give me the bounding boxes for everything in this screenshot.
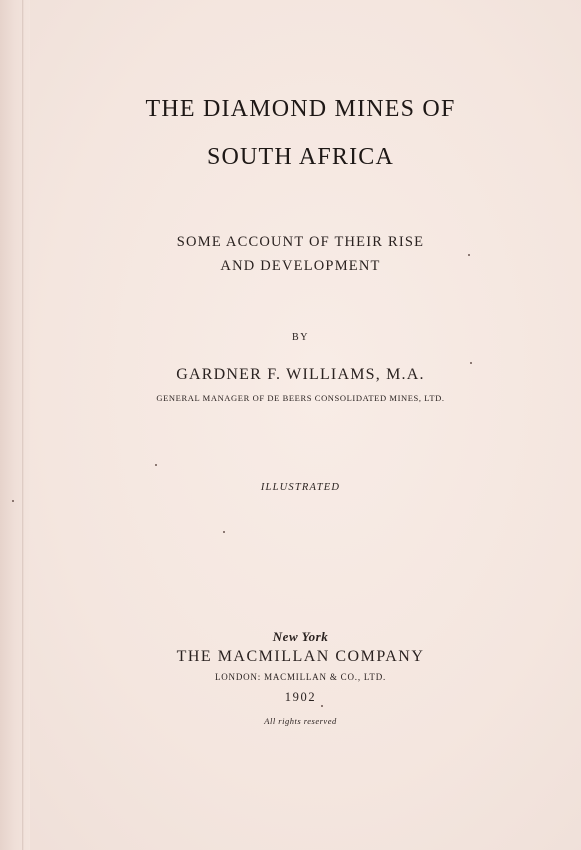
- publication-year: 1902: [284, 690, 317, 704]
- title-line-2: SOUTH AFRICA: [206, 144, 395, 170]
- publication-place: New York: [272, 629, 329, 644]
- by-label: BY: [292, 332, 309, 343]
- title-line-1: THE DIAMOND MINES OF: [145, 96, 456, 122]
- publisher-name: THE MACMILLAN COMPANY: [176, 648, 425, 665]
- paper-speck: [223, 531, 225, 533]
- author-role: GENERAL MANAGER OF DE BEERS CONSOLIDATED MINES, LTD.: [156, 393, 445, 403]
- paper-speck: [321, 705, 323, 707]
- paper-speck: [155, 464, 157, 466]
- paper-speck: [12, 500, 14, 502]
- rights-notice: All rights reserved: [264, 716, 337, 726]
- subtitle-line-1: SOME ACCOUNT OF THEIR RISE: [176, 234, 425, 250]
- author-name: GARDNER F. WILLIAMS, M.A.: [176, 366, 425, 383]
- publisher-london: LONDON: MACMILLAN & CO., LTD.: [214, 672, 387, 682]
- subtitle-line-2: AND DEVELOPMENT: [220, 258, 381, 274]
- illustrated-label: ILLUSTRATED: [260, 482, 341, 493]
- paper-speck: [470, 362, 472, 364]
- paper-speck: [468, 254, 470, 256]
